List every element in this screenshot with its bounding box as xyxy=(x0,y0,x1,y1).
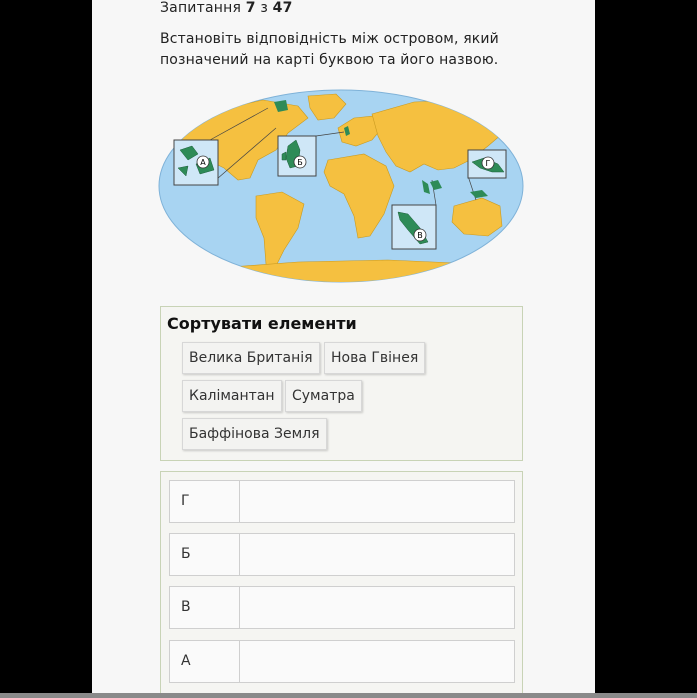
quiz-content xyxy=(92,0,595,693)
marker-g: Г xyxy=(485,159,491,168)
match-drop-zone[interactable] xyxy=(240,534,514,575)
question-number: 7 xyxy=(245,0,256,16)
question-counter xyxy=(160,0,293,16)
antarctica xyxy=(158,260,518,284)
sort-items-panel xyxy=(160,306,523,461)
question-text: Встановіть відповідність між островом, який позначений на карті буквою та його назвою. xyxy=(160,31,499,68)
match-drop-zone[interactable] xyxy=(240,481,514,522)
sort-panel-title: Сортувати елементи xyxy=(167,314,357,333)
world-map xyxy=(158,88,524,284)
sort-item[interactable]: Велика Британія xyxy=(182,342,320,374)
match-panel xyxy=(160,471,523,693)
match-row xyxy=(169,480,515,523)
question-prefix: Запитання xyxy=(160,0,242,16)
sort-item[interactable]: Нова Гвінея xyxy=(324,342,425,374)
question-total: 47 xyxy=(272,0,293,16)
marker-v: В xyxy=(417,231,423,240)
match-row-label: А xyxy=(170,641,240,682)
sort-item[interactable]: Баффінова Земля xyxy=(182,418,327,450)
sort-item[interactable]: Калімантан xyxy=(182,380,282,412)
bottom-bar xyxy=(0,693,697,698)
match-row xyxy=(169,533,515,576)
match-row xyxy=(169,640,515,683)
match-row-label: В xyxy=(170,587,240,628)
sort-item[interactable]: Суматра xyxy=(285,380,362,412)
match-drop-zone[interactable] xyxy=(240,587,514,628)
match-row-label: Б xyxy=(170,534,240,575)
match-drop-zone[interactable] xyxy=(240,641,514,682)
marker-a: А xyxy=(200,158,206,167)
marker-b: Б xyxy=(297,158,303,167)
match-row xyxy=(169,586,515,629)
question-of: з xyxy=(260,0,268,16)
match-row-label: Г xyxy=(170,481,240,522)
